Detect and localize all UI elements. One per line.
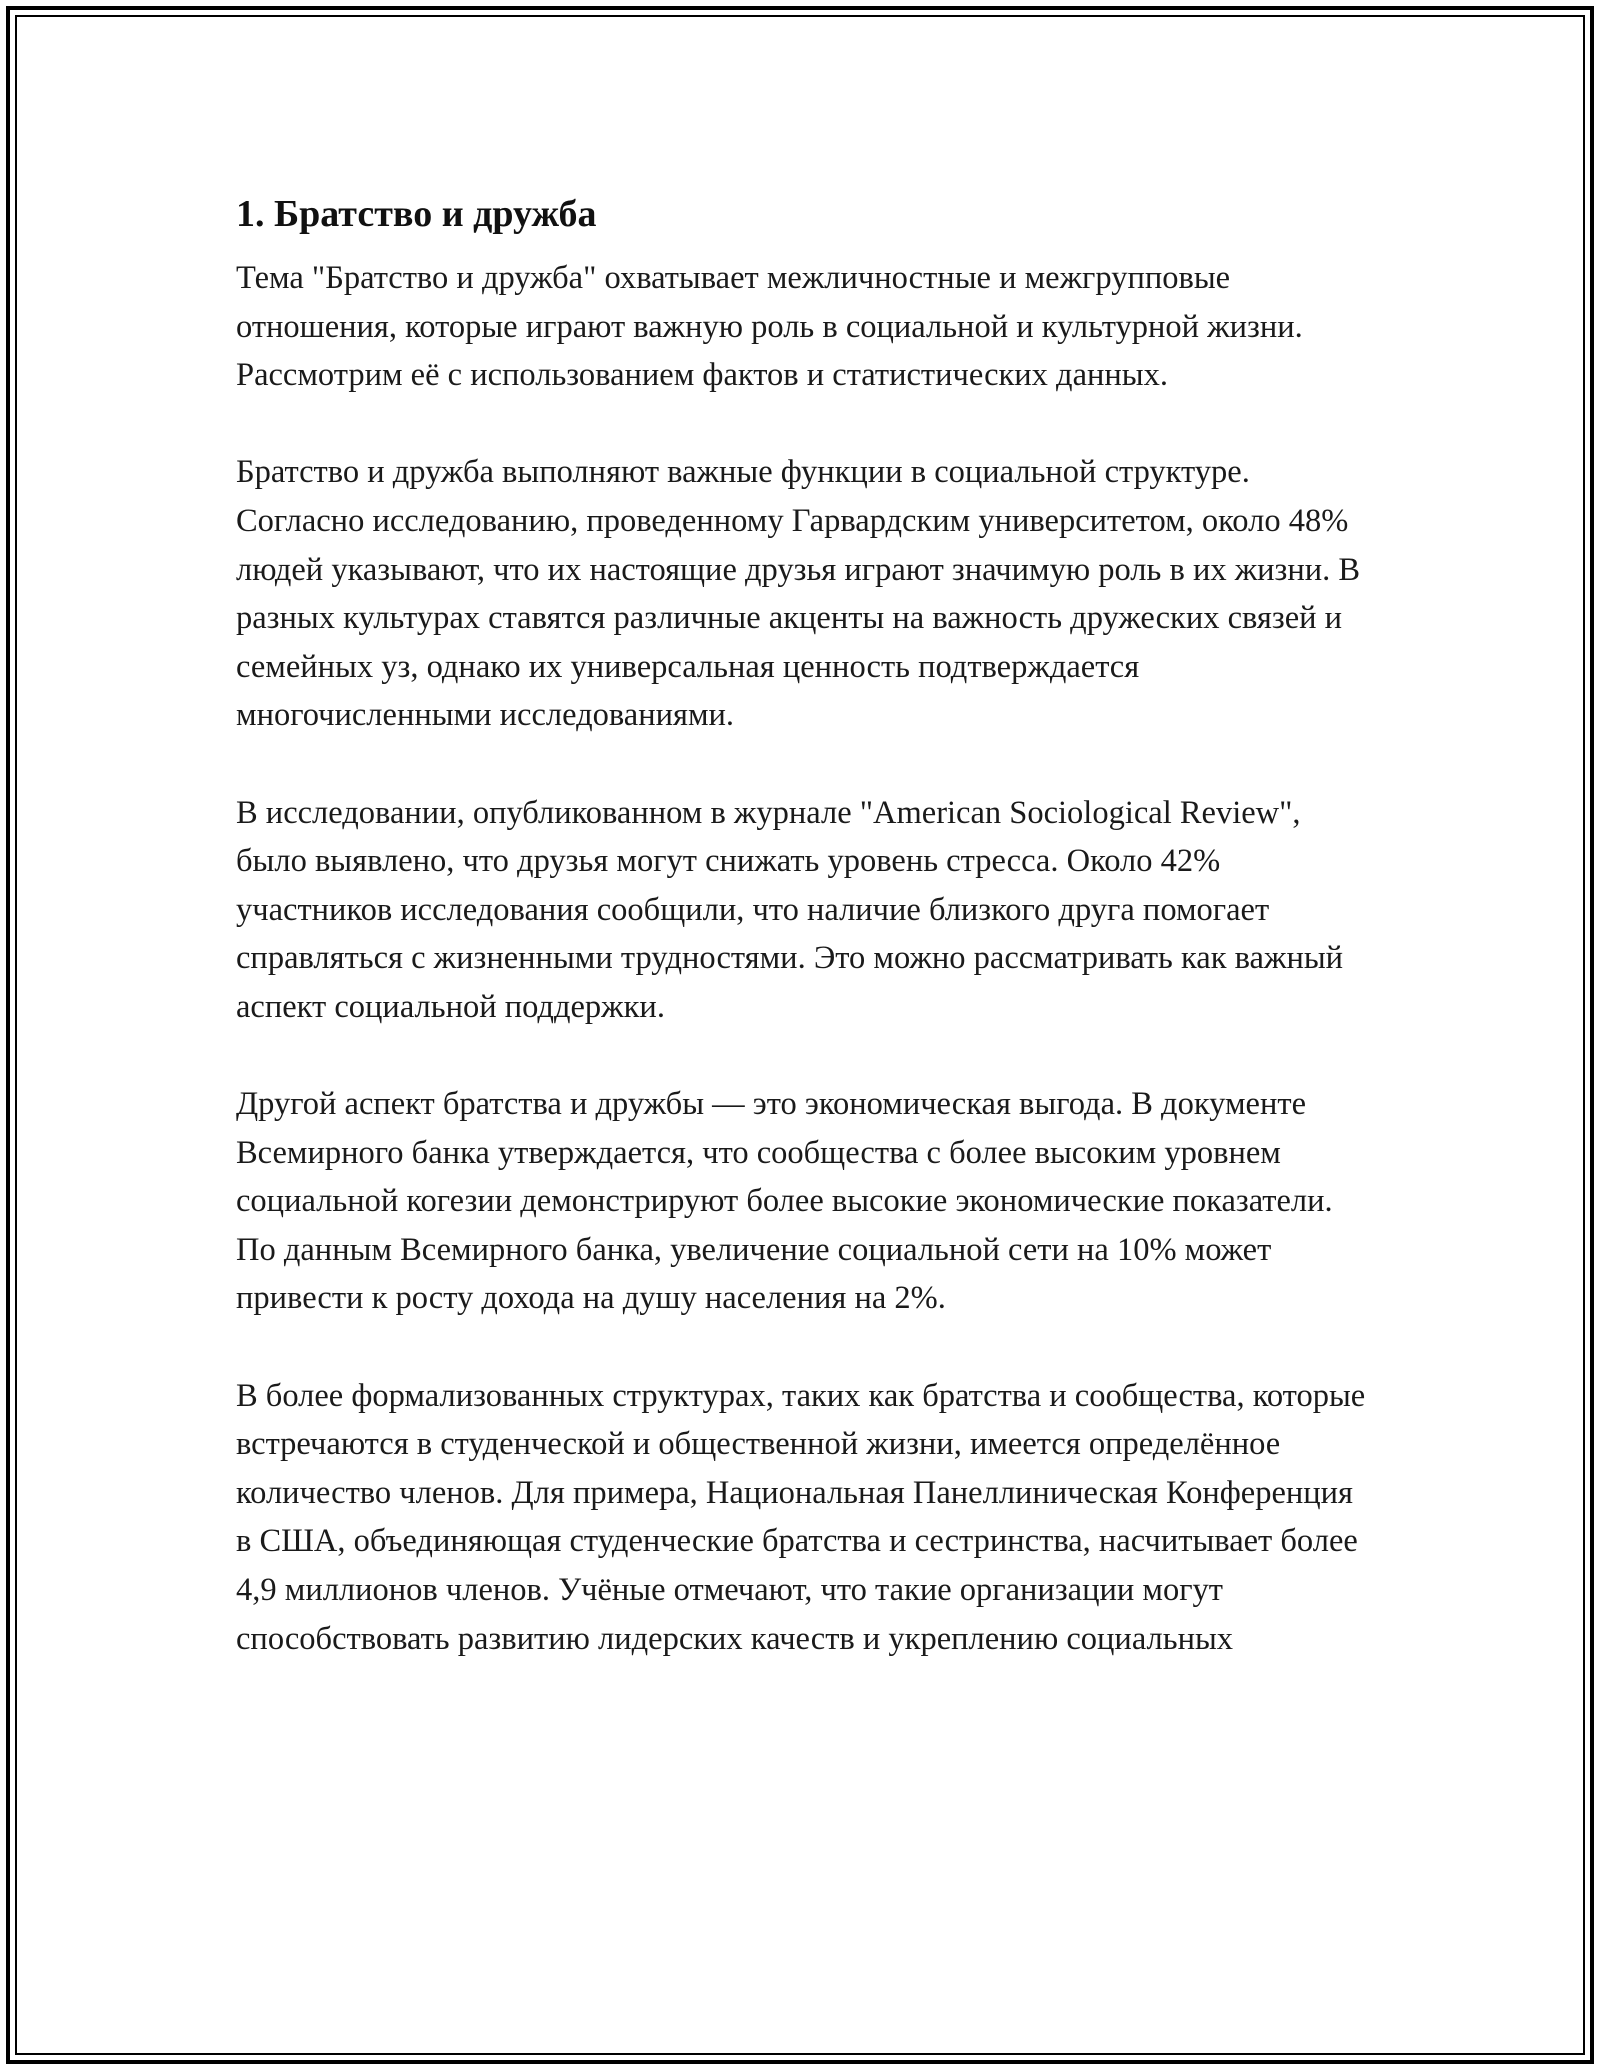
document-body [236, 186, 1376, 1712]
paragraph-social-functions: Братство и дружба выполняют важные функции в социальной структуре. Согласно исследованию, проведенному Гарвардским университетом, около 48% людей указывают, что их настоящие друзья играют значимую роль в их жизни. В разных культурах ставятся различные акценты на важность дружеских связей и семейных уз, однако их универсальная ценность подтверждается многочисленными исследованиями. [236, 454, 1361, 734]
paragraph-formal-structures: В более формализованных структурах, таких как братства и сообщества, которые встречаются в студенческой и общественной жизни, имеется определённое количество членов. Для примера, Национальная Панеллиническая Конференция в США, объединяющая студенческие братства и сестринства, насчитывает более 4,9 миллионов членов. Учёные отмечают, что такие организации могут способствовать развитию лидерских качеств и укреплению социальных [236, 1377, 1366, 1657]
section-heading: 1. Братство и дружба [236, 193, 597, 235]
paragraph-stress-study: В исследовании, опубликованном в журнале "American Sociological Review", было выявлено, что друзья могут снижать уровень стресса. Около 42% участников исследования сообщили, что наличие близкого друга помогает справляться с жизненными трудностями. Это можно рассматривать как важный аспект социальной поддержки. [236, 794, 1344, 1025]
paragraph-economic-benefit: Другой аспект братства и дружбы — это экономическая выгода. В документе Всемирного банка утверждается, что сообщества с более высоким уровнем социальной когезии демонстрируют более высокие экономические показатели. По данным Всемирного банка, увеличение социальной сети на 10% может привести к росту дохода на душу населения на 2%. [236, 1086, 1333, 1317]
paragraph-intro: Тема "Братство и дружба" охватывает межличностные и межгрупповые отношения, которые играют важную роль в социальной и культурной жизни. Рассмотрим её с использованием фактов и статистических данных. [236, 260, 1303, 394]
